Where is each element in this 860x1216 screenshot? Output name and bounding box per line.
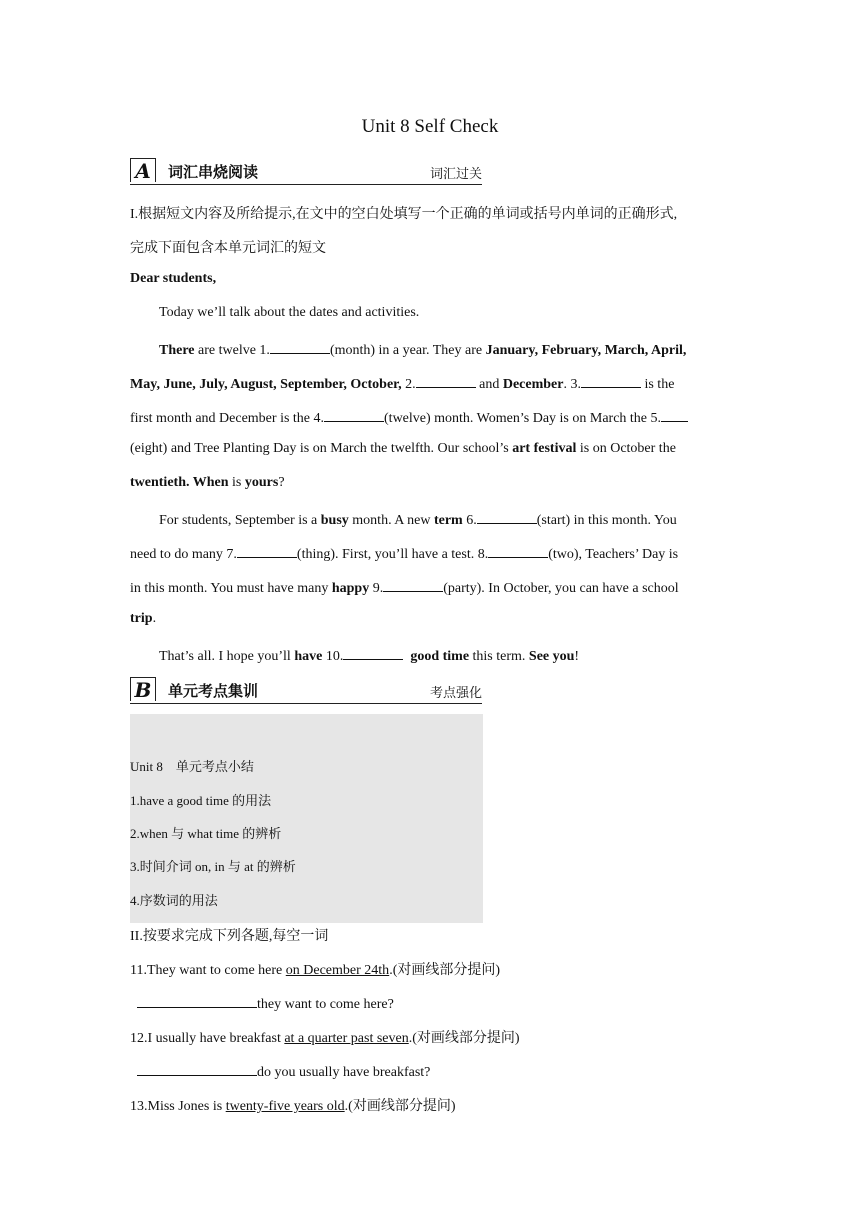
text: For students, September is a <box>159 513 321 528</box>
section-a-title: 词汇串烧阅读 <box>168 163 259 181</box>
blank-8[interactable] <box>488 543 548 558</box>
paragraph-2-line3 <box>130 407 688 427</box>
instruction-ii: II.按要求完成下列各题,每空一词 <box>130 929 329 944</box>
underlined-part: at a quarter past seven <box>284 1031 409 1046</box>
blank-2[interactable] <box>416 373 476 388</box>
text: (month) in a year. They are <box>329 343 486 358</box>
answer-12 <box>137 1061 430 1081</box>
greeting: Dear students, <box>130 271 217 286</box>
text: 11.They want to come here <box>130 963 286 978</box>
answer-blank-11[interactable] <box>137 993 257 1008</box>
text: do you usually have breakfast? <box>257 1065 431 1080</box>
word-see-you: See you <box>528 649 575 664</box>
paragraph-3-line3 <box>130 577 679 597</box>
word-yours: yours <box>244 475 279 490</box>
word-good-time: good time <box>410 649 470 664</box>
underlined-part: twenty-five years old <box>225 1099 345 1114</box>
text: That’s all. I hope you’ll <box>159 649 295 664</box>
text: (two), Teachers’ Day is <box>548 547 679 562</box>
text: in this month. You must have many <box>130 581 332 596</box>
text: are twelve 1. <box>194 343 270 358</box>
text: this term. <box>469 649 529 664</box>
text: ? <box>278 475 285 490</box>
text: 6. <box>462 513 477 528</box>
blank-9[interactable] <box>383 577 443 592</box>
text: ! <box>574 649 580 664</box>
months-list-2: May, June, July, August, September, October, <box>130 377 402 392</box>
section-b-tag: 考点强化 <box>429 686 482 701</box>
text: 12.I usually have breakfast <box>130 1031 285 1046</box>
word-term: term <box>433 513 463 528</box>
page-title: Unit 8 Self Check <box>361 116 499 137</box>
text: is the <box>640 377 675 392</box>
blank-3[interactable] <box>581 373 641 388</box>
text: .(对画线部分提问) <box>344 1099 456 1114</box>
text: they want to come here? <box>257 997 394 1012</box>
blank-6[interactable] <box>477 509 537 524</box>
text: (party). In October, you can have a school <box>443 581 679 596</box>
word-have: have <box>294 649 323 664</box>
summary-item-2: 2.when 与 what time 的辨析 <box>130 826 282 841</box>
text: month. A new <box>348 513 434 528</box>
text: (thing). First, you’ll have a test. 8. <box>296 547 489 562</box>
text: (twelve) month. Women’s Day is on March the 5. <box>384 411 662 426</box>
text: . 3. <box>563 377 581 392</box>
summary-item-1: 1.have a good time 的用法 <box>130 793 272 808</box>
word-twentieth-when: twentieth. When <box>130 475 229 490</box>
blank-4[interactable] <box>324 407 384 422</box>
blank-5[interactable] <box>661 407 688 422</box>
text: .(对画线部分提问) <box>389 963 501 978</box>
section-b-title: 单元考点集训 <box>168 682 259 700</box>
question-11 <box>130 959 500 979</box>
text: is <box>228 475 245 490</box>
paragraph-2-line2 <box>130 373 674 393</box>
summary-heading: Unit 8 单元考点小结 <box>130 759 254 774</box>
section-b-letter: B <box>130 677 156 701</box>
section-a-header <box>130 158 482 185</box>
underlined-part: on December 24th <box>285 963 390 978</box>
paragraph-3-line2 <box>130 543 678 563</box>
text: . <box>152 611 157 626</box>
question-12 <box>130 1027 520 1047</box>
paragraph-3-line4 <box>130 611 156 627</box>
summary-item-3: 3.时间介词 on, in 与 at 的辨析 <box>130 859 296 874</box>
text: 2. <box>401 377 416 392</box>
text: is on October the <box>576 441 676 456</box>
blank-10[interactable] <box>343 645 403 660</box>
text: .(对画线部分提问) <box>408 1031 520 1046</box>
text: 10. <box>322 649 344 664</box>
section-a-tag: 词汇过关 <box>429 167 482 182</box>
section-a-letter: A <box>130 158 156 182</box>
text: first month and December is the 4. <box>130 411 325 426</box>
word-december: December <box>502 377 564 392</box>
paragraph-3-line1 <box>159 509 677 529</box>
text: (eight) and Tree Planting Day is on March the twelfth. Our school’s <box>130 441 513 456</box>
word-trip: trip <box>130 611 153 626</box>
answer-blank-12[interactable] <box>137 1061 257 1076</box>
blank-7[interactable] <box>237 543 297 558</box>
instruction-i-line1: I.根据短文内容及所给提示,在文中的空白处填写一个正确的单词或括号内单词的正确形式, <box>130 207 678 222</box>
word-art-festival: art festival <box>512 441 577 456</box>
paragraph-2-line4 <box>130 441 676 457</box>
word-happy: happy <box>331 581 370 596</box>
instruction-i-line2: 完成下面包含本单元词汇的短文 <box>130 241 326 256</box>
paragraph-1: Today we’ll talk about the dates and activities. <box>159 305 420 320</box>
text: need to do many 7. <box>130 547 237 562</box>
text: 9. <box>369 581 384 596</box>
paragraph-2-line1 <box>159 339 686 359</box>
answer-11 <box>137 993 394 1013</box>
text: and <box>475 377 503 392</box>
word-there: There <box>159 343 195 358</box>
blank-1[interactable] <box>270 339 330 354</box>
text: (start) in this month. You <box>536 513 677 528</box>
paragraph-4 <box>159 645 579 665</box>
summary-item-4: 4.序数词的用法 <box>130 893 218 908</box>
word-busy: busy <box>320 513 349 528</box>
section-b-header <box>130 677 482 704</box>
question-13 <box>130 1095 455 1115</box>
paragraph-2-line5 <box>130 475 285 491</box>
text: 13.Miss Jones is <box>130 1099 226 1114</box>
months-list-1: January, February, March, April, <box>485 343 687 358</box>
